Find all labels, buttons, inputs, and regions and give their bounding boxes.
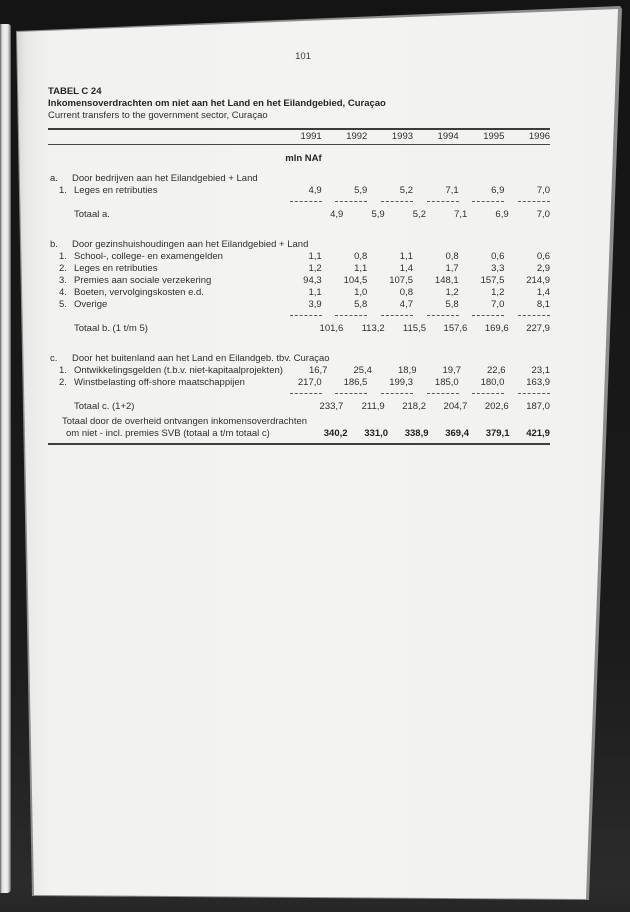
value-cell: 233,7 — [319, 401, 344, 412]
row-prefix: 5. — [59, 299, 67, 310]
row-prefix: 1. — [59, 251, 67, 262]
section-spacer — [48, 221, 550, 231]
value-cell: 369,4 — [445, 428, 469, 439]
table-row-item — [48, 263, 550, 275]
table-bottom-rule — [48, 443, 550, 445]
dashes-cell — [322, 196, 368, 208]
value-cell: 202,6 — [484, 401, 509, 412]
dashes-cell — [367, 196, 413, 208]
table-row-total — [48, 401, 550, 413]
years-header-spacer — [48, 131, 276, 142]
value-cell: 2,9 — [536, 263, 551, 274]
value-cell: 113,2 — [361, 323, 385, 334]
value-cell — [367, 173, 413, 185]
value-cell: 227,9 — [526, 323, 550, 334]
grand-total-label-line1: Totaal door de overheid ontvangen inkomensoverdrachten — [62, 416, 308, 427]
years-header-row — [48, 128, 550, 145]
value-cell: 107,5 — [389, 275, 414, 286]
row-prefix: c. — [50, 353, 58, 364]
row-label: 3. Premies aan sociale verzekering — [59, 275, 212, 286]
dashes-cell — [504, 196, 550, 208]
year-cell: 1996 — [528, 131, 551, 142]
value-cell: 169,6 — [484, 323, 509, 334]
value-cell: 5,2 — [399, 185, 414, 196]
row-label: Totaal a. — [74, 209, 110, 220]
value-cell — [389, 239, 429, 251]
value-cell: 4,9 — [330, 209, 344, 220]
row-prefix: 2. — [59, 263, 67, 274]
table-row-total — [48, 209, 550, 221]
year-cell: 1992 — [346, 131, 368, 142]
dashes-cell — [459, 310, 505, 322]
year-cell: 1991 — [300, 131, 322, 142]
value-cell: 157,6 — [443, 323, 468, 334]
value-cell: 1,1 — [308, 251, 322, 262]
value-cell: 7,0 — [536, 185, 551, 196]
statistics-table — [48, 128, 550, 445]
row-label: Totaal c. (1+2) — [74, 401, 135, 412]
value-cell: 1,1 — [354, 263, 368, 274]
table-title-dutch: Inkomensoverdrachten om niet aan het Land en het Eilandgebied, Curaçao — [48, 98, 386, 109]
dashes-cell — [322, 310, 368, 322]
dashes-cell — [459, 388, 505, 400]
value-cell — [403, 353, 440, 365]
row-label: c. Door het buitenland aan het Land en Eilandgeb. tbv. Curaçao — [50, 353, 330, 364]
value-cell: 0,8 — [399, 287, 414, 298]
value-cell: 1,2 — [308, 263, 322, 274]
value-cell — [469, 239, 509, 251]
value-cell: 1,0 — [354, 287, 368, 298]
value-cell — [459, 173, 505, 185]
value-cell: 101,6 — [319, 323, 344, 334]
value-cell: 115,5 — [402, 323, 426, 334]
value-cell: 217,0 — [297, 377, 322, 388]
value-cell: 1,1 — [308, 287, 322, 298]
table-header-block — [48, 86, 568, 122]
row-label: 2. Leges en retributies — [59, 263, 158, 274]
value-cell — [504, 173, 550, 185]
value-cell: 340,2 — [323, 428, 348, 439]
dashes-line — [290, 315, 322, 316]
row-prefix: 4. — [59, 287, 67, 298]
row-prefix: 2. — [59, 377, 67, 388]
value-cell: 6,9 — [491, 185, 505, 196]
row-label: 5. Overige — [59, 299, 108, 310]
value-cell: 186,5 — [343, 377, 368, 388]
dashes-separator-row — [48, 311, 550, 321]
value-cell: 1,2 — [491, 287, 505, 298]
value-cell: 148,1 — [434, 275, 459, 286]
value-cell — [330, 353, 367, 365]
value-cell: 204,7 — [443, 401, 468, 412]
value-cell: 1,7 — [445, 263, 459, 274]
value-cell: 1,2 — [445, 287, 459, 298]
value-cell: 18,9 — [397, 365, 417, 376]
value-cell: 331,0 — [364, 428, 389, 439]
value-cell: 25,4 — [353, 365, 372, 376]
value-cell — [413, 173, 459, 185]
dashes-cell — [276, 196, 322, 208]
dashes-line — [335, 393, 367, 394]
row-prefix: b. — [50, 239, 58, 250]
table-row-item — [48, 275, 550, 287]
dashes-line — [518, 315, 550, 316]
dashes-cell — [504, 310, 550, 322]
value-cell: 180,0 — [480, 377, 505, 388]
value-cell: 94,3 — [303, 275, 322, 286]
value-cell: 4,9 — [308, 185, 322, 196]
dashes-line — [472, 315, 504, 316]
value-cell: 3,9 — [308, 299, 322, 310]
dashes-line — [427, 201, 459, 202]
row-label: 1. School-, college- en examengelden — [59, 251, 223, 262]
row-label: b. Door gezinshuishoudingen aan het Eilandgebied + Land — [50, 239, 309, 250]
dashes-line — [335, 315, 367, 316]
table-row-item — [48, 251, 550, 263]
value-cell: 214,9 — [526, 275, 551, 286]
value-cell: 187,0 — [526, 401, 550, 412]
row-prefix: a. — [50, 173, 58, 184]
table-row-section — [48, 353, 550, 365]
value-cell: 3,3 — [491, 263, 505, 274]
unit-row — [48, 153, 550, 165]
value-cell: 199,3 — [389, 377, 414, 388]
row-label: Totaal b. (1 t/m 5) — [74, 323, 148, 334]
grand-total-row — [48, 416, 550, 440]
value-cell: 1,1 — [399, 251, 414, 262]
row-prefix: 1. — [59, 365, 67, 376]
dashes-line — [335, 201, 367, 202]
dashes-cell — [413, 388, 459, 400]
value-cell: 185,0 — [434, 377, 459, 388]
dashes-line — [381, 315, 413, 316]
value-cell: 163,9 — [526, 377, 551, 388]
value-cell — [429, 239, 469, 251]
table-row-item — [48, 287, 550, 299]
dashes-separator-row — [48, 197, 550, 207]
grand-total-label — [48, 416, 307, 440]
value-cell: 6,9 — [495, 209, 509, 220]
dashes-cell — [367, 310, 413, 322]
section-spacer — [48, 335, 550, 345]
value-cell: 19,7 — [442, 365, 461, 376]
row-label: 1. Leges en retributies — [59, 185, 158, 196]
value-cell — [440, 353, 477, 365]
dashes-line — [518, 393, 550, 394]
value-cell — [349, 239, 389, 251]
dashes-separator-row — [48, 389, 550, 399]
value-cell: 23,1 — [531, 365, 551, 376]
row-label: 1. Ontwikkelingsgelden (t.b.v. niet-kapitaalprojekten) — [59, 365, 283, 376]
year-cell: 1995 — [483, 131, 505, 142]
value-cell: 7,1 — [445, 185, 459, 196]
dashes-line — [472, 393, 504, 394]
row-prefix: 3. — [59, 275, 67, 286]
dashes-line — [427, 393, 459, 394]
year-cell: 1994 — [437, 131, 459, 142]
value-cell: 104,5 — [343, 275, 368, 286]
value-cell: 0,8 — [445, 251, 459, 262]
value-cell: 0,6 — [491, 251, 505, 262]
dashes-cell — [367, 388, 413, 400]
row-label: a. Door bedrijven aan het Eilandgebied + Land — [50, 173, 258, 184]
value-cell — [322, 173, 368, 185]
value-cell: 1,4 — [536, 287, 551, 298]
grand-total-label-line2: om niet - incl. premies SVB (totaal a t/m totaal c) — [66, 428, 270, 439]
value-cell: 421,9 — [526, 428, 550, 439]
value-cell — [366, 353, 403, 365]
value-cell — [308, 239, 348, 251]
dashes-cell — [504, 388, 550, 400]
value-cell — [276, 173, 322, 185]
value-cell: 0,6 — [536, 251, 551, 262]
value-cell: 5,8 — [445, 299, 459, 310]
dashes-cell — [322, 388, 368, 400]
table-row-total — [48, 323, 550, 335]
value-cell: 7,0 — [491, 299, 505, 310]
dashes-cell — [276, 310, 322, 322]
dashes-line — [472, 201, 504, 202]
value-cell: 379,1 — [485, 428, 510, 439]
value-cell: 5,9 — [354, 185, 368, 196]
value-cell: 1,4 — [399, 263, 414, 274]
value-cell: 5,8 — [354, 299, 368, 310]
table-row-section — [48, 173, 550, 185]
value-cell: 157,5 — [480, 275, 505, 286]
value-cell — [513, 353, 550, 365]
year-cell: 1993 — [391, 131, 414, 142]
page-number: 101 — [295, 51, 311, 62]
row-prefix: 1. — [59, 185, 67, 196]
value-cell: 211,9 — [361, 401, 385, 412]
table-title-english: Current transfers to the government sector, Curaçao — [48, 110, 268, 121]
dashes-line — [381, 393, 413, 394]
dashes-line — [518, 201, 550, 202]
row-label: 4. Boeten, vervolgingskosten e.d. — [59, 287, 204, 298]
value-cell: 0,8 — [354, 251, 368, 262]
value-cell — [510, 239, 550, 251]
value-cell: 7,1 — [454, 209, 468, 220]
value-cell: 5,9 — [371, 209, 385, 220]
dashes-cell — [276, 388, 322, 400]
value-cell: 22,6 — [487, 365, 506, 376]
dashes-line — [381, 201, 413, 202]
dashes-cell — [459, 196, 505, 208]
value-cell: 8,1 — [536, 299, 551, 310]
table-row-section — [48, 239, 550, 251]
row-label: 2. Winstbelasting off-shore maatschappijen — [59, 377, 245, 388]
value-cell: 4,7 — [399, 299, 414, 310]
table-label: TABEL C 24 — [48, 86, 102, 97]
dashes-line — [290, 393, 322, 394]
dashes-cell — [413, 196, 459, 208]
value-cell: 5,2 — [412, 209, 426, 220]
dashes-cell — [413, 310, 459, 322]
value-cell — [477, 353, 514, 365]
unit-label: mln NAf — [285, 153, 322, 164]
dashes-line — [427, 315, 459, 316]
table-row-item — [48, 365, 550, 377]
value-cell: 338,9 — [404, 428, 429, 439]
dashes-line — [290, 201, 322, 202]
value-cell: 16,7 — [308, 365, 328, 376]
table-body — [48, 173, 550, 440]
value-cell: 7,0 — [536, 209, 550, 220]
value-cell: 218,2 — [402, 401, 426, 412]
